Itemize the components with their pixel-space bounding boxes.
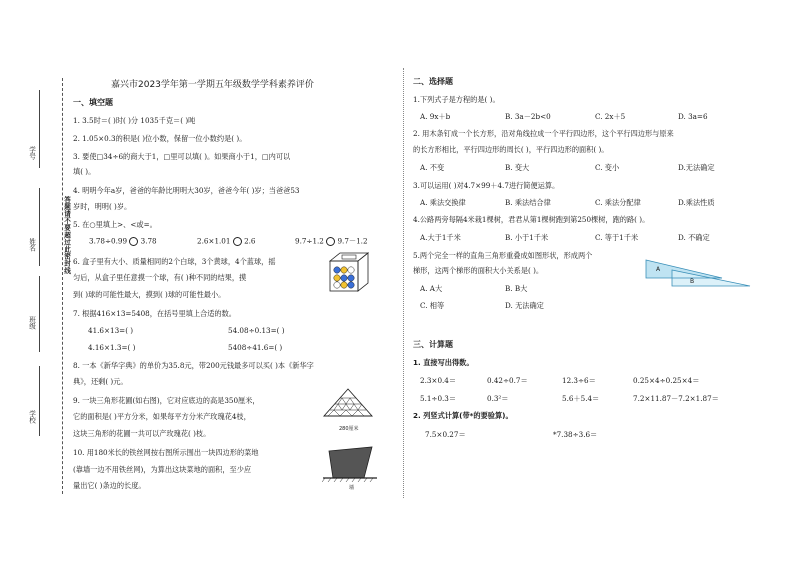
q10-fill-line2: (靠墙一边不用铁丝网)，为算出这块菜地的面积，至少应	[73, 465, 252, 474]
calc-r1-3[interactable]: 12.3÷6＝	[562, 376, 596, 385]
figure-label-a: A	[656, 266, 661, 273]
q1-fill: 1. 3.5时＝( )时( )分 1035千克＝( )吨	[73, 116, 196, 125]
q9-fill-line3: 这块三角形的花圃一共可以产玫瑰花( )枝。	[73, 429, 211, 438]
section1-heading: 一、填空题	[73, 98, 113, 107]
choice-q1-b[interactable]: B. 3a－2b<0	[505, 112, 551, 121]
student-id-field[interactable]	[39, 90, 40, 168]
q5-fill: 5. 在○里填上>、<或=。	[73, 220, 157, 229]
q7-item-4: 5408÷41.6=( )	[228, 343, 283, 352]
q7-item-2: 54.08÷0.13=( )	[228, 326, 285, 335]
section2-heading: 二、选择题	[413, 77, 453, 86]
choice-q5-c[interactable]: C. 相等	[420, 301, 445, 310]
choice-q2-b[interactable]: B. 变大	[505, 163, 530, 172]
q5-left-2: 2.6×1.01	[197, 236, 231, 246]
choice-q1-d[interactable]: D. 3a=6	[678, 112, 708, 121]
choice-q2-stem-1: 2. 用木条钉成一个长方形，沿对角线拉成一个平行四边形，这个平行四边形与原来	[413, 129, 674, 138]
vegetable-plot-figure	[322, 445, 378, 483]
calc-r2-3[interactable]: 5.6＋5.4＝	[562, 394, 600, 403]
seal-line	[62, 78, 63, 494]
choice-q3-c[interactable]: C. 乘法分配律	[595, 198, 641, 207]
label-student-id: 学号	[27, 146, 36, 160]
q5-compare-1	[89, 237, 157, 246]
choice-q4-c[interactable]: C. 等于1千米	[595, 233, 639, 242]
q10-fill-line1: 10. 用180米长的铁丝网按右图所示围出一块四边形的菜地	[73, 448, 259, 457]
calc-sub2: 2. 列竖式计算(带*的要验算)。	[413, 411, 513, 420]
choice-q5-a[interactable]: A. A大	[420, 284, 443, 293]
q5-right-1: 3.78	[140, 236, 157, 246]
q5-compare-2	[197, 237, 256, 246]
choice-q2-d[interactable]: D.无法确定	[678, 163, 715, 172]
q7-item-1: 41.6×13=( )	[88, 326, 134, 335]
choice-q1-c[interactable]: C. 2x＋5	[595, 112, 626, 121]
q8-fill-line2: 典》，还剩( )元。	[73, 377, 128, 386]
q9-fill-line2: 它的面积是( )平方分米，如果每平方分米产玫瑰花4枝，	[73, 412, 251, 421]
choice-q2-c[interactable]: C. 变小	[595, 163, 620, 172]
q5-left-1: 3.78÷0.99	[89, 236, 128, 246]
q6-fill-line2: 匀后，从盒子里任意摸一个球，有( )种不同的结果，摸	[73, 273, 247, 282]
q7-item-3: 4.16×1.3=( )	[88, 343, 136, 352]
page-title: 嘉兴市2023学年第一学期五年级数学学科素养评价	[111, 80, 314, 90]
choice-q3-a[interactable]: A. 乘法交换律	[420, 198, 466, 207]
choice-q5-d[interactable]: D. 无法确定	[505, 301, 544, 310]
choice-q3-d[interactable]: D.乘法性质	[678, 198, 715, 207]
q6-fill-line3: 到( )球的可能性最大，摸到( )球的可能性最小。	[73, 290, 226, 299]
compare-circle[interactable]	[233, 237, 242, 246]
triangle-flowerbed-figure	[322, 386, 374, 422]
triangle-base-label: 280厘米	[339, 426, 359, 432]
q4-fill-line2: 岁时，明明( )岁。	[73, 202, 132, 211]
choice-q3-stem: 3.可以运用( )对4.7×99＋4.7进行简便运算。	[413, 181, 560, 190]
calc-r2-4[interactable]: 7.2×11.87－7.2×1.87＝	[633, 394, 719, 403]
school-field[interactable]	[39, 366, 40, 436]
q2-fill: 2. 1.05×0.3的积是( )位小数，保留一位小数约是( )。	[73, 134, 247, 143]
choice-q2-stem-2: 的长方形相比，平行四边形的周长( )，平行四边形的面积( )。	[413, 145, 609, 154]
choice-q3-b[interactable]: B. 乘法结合律	[505, 198, 551, 207]
seal-warning: 答题请不要超过此密封线	[62, 196, 71, 275]
calc-r2-1[interactable]: 5.1÷0.3＝	[420, 394, 457, 403]
name-field[interactable]	[39, 188, 40, 266]
compare-circle[interactable]	[129, 237, 138, 246]
choice-q1-a[interactable]: A. 9x＋b	[420, 112, 451, 121]
q7-fill: 7. 根据416×13=5408，在括号里填上合适的数。	[73, 309, 236, 318]
q10-fill-line3: 量出它( )条边的长度。	[73, 481, 146, 490]
compare-circle[interactable]	[326, 237, 335, 246]
q5-right-3: 9.7－1.2	[337, 236, 368, 246]
calc-r1-2[interactable]: 0.42÷0.7＝	[487, 376, 528, 385]
vertical-calc-1[interactable]: 7.5×0.27＝	[425, 430, 466, 439]
q5-left-3: 9.7÷1.2	[295, 236, 324, 246]
ball-box-figure	[328, 251, 370, 293]
choice-q2-a[interactable]: A. 不变	[420, 163, 445, 172]
q3-fill-line1: 3. 要使□34÷6的商大于1，□里可以填( )。如果商小于1，□内可以	[73, 152, 291, 161]
choice-q5-stem-2: 梯形，这两个梯形的面积大小关系是( )。	[413, 266, 544, 275]
calc-r2-2[interactable]: 0.3²＝	[487, 394, 509, 403]
wall-label: 墙	[349, 485, 355, 491]
choice-q4-d[interactable]: D. 不确定	[678, 233, 710, 242]
choice-q1-stem: 1.下列式子是方程的是( )。	[413, 95, 500, 104]
q3-fill-line2: 填( )。	[73, 167, 96, 176]
choice-q5-b[interactable]: B. B大	[505, 284, 528, 293]
section3-heading: 三、计算题	[413, 340, 453, 349]
q4-fill-line1: 4. 明明今年a岁，爸爸的年龄比明明大30岁，爸爸今年( )岁；当爸爸53	[73, 186, 300, 195]
q5-right-2: 2.6	[244, 236, 256, 246]
q8-fill-line1: 8. 一本《新华字典》的单价为35.8元，带200元钱最多可以买( )本《新华字	[73, 361, 314, 370]
q9-fill-line1: 9. 一块三角形花圃(如右图)，它对应底边的高是350厘米，	[73, 396, 260, 405]
vertical-calc-2[interactable]: *7.38÷3.6＝	[553, 430, 598, 439]
q6-fill-line1: 6. 盒子里有大小、质量相同的2个白球，3个黄球，4个蓝球，摇	[73, 257, 276, 266]
choice-q4-a[interactable]: A.大于1千米	[420, 233, 461, 242]
label-school: 学校	[27, 410, 36, 424]
overlapping-triangles-figure	[644, 256, 752, 288]
choice-q4-stem: 4.公路两旁每隔4米栽1棵树，君君从第1棵树跑到第250棵树，跑的路( )。	[413, 215, 650, 224]
label-class: 班级	[27, 316, 36, 330]
choice-q4-b[interactable]: B. 小于1千米	[505, 233, 549, 242]
calc-sub1: 1. 直接写出得数。	[413, 358, 474, 367]
class-field[interactable]	[39, 276, 40, 352]
figure-label-b: B	[690, 278, 695, 285]
calc-r1-4[interactable]: 0.25×4÷0.25×4＝	[633, 376, 700, 385]
choice-q5-stem-1: 5.两个完全一样的直角三角形重叠成如图形状，形成两个	[413, 251, 593, 260]
label-name: 姓名	[27, 238, 36, 252]
calc-r1-1[interactable]: 2.3×0.4＝	[420, 376, 457, 385]
column-divider	[403, 68, 404, 498]
q5-compare-3	[295, 237, 368, 246]
